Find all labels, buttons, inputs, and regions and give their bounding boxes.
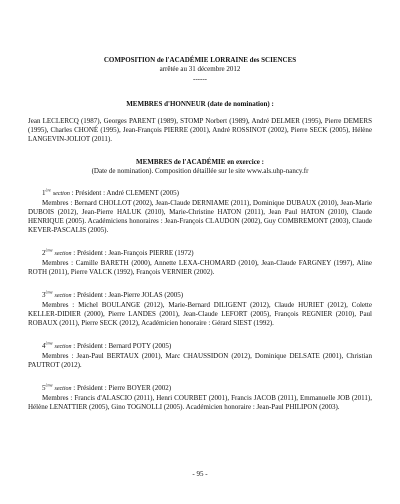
section-4-president-line (28, 342, 372, 352)
section-2-label: section (54, 251, 72, 257)
honorary-members-heading: MEMBRES d'HONNEUR (date de nomination) : (126, 100, 274, 108)
section-4-label: section (54, 344, 72, 350)
section-3-label: section (54, 293, 72, 299)
section-4-number: 4 (42, 342, 46, 350)
honorary-members-list: Jean LECLERCQ (1987), Georges PARENT (1989), STOMP Norbert (1989), André DELMER (1995), Pierre DEMERS (1995), Charles CHONÉ (1995), Jean-François PIERRE (2001), André ROSSINOT (2002), Pierre SECK (2005), Hélène LANGEVIN-JOLIOT (2011). (28, 117, 372, 143)
section-2-ordinal: ème (45, 247, 53, 253)
section-1-president-line (28, 189, 372, 199)
section-2-president: : Président : Jean-François PIERRE (1972) (71, 249, 194, 257)
section-1 (28, 189, 372, 235)
section-1-ordinal: ère (45, 187, 52, 193)
section-2 (28, 249, 372, 277)
active-members-heading: MEMBRES de l'ACADÉMIE en exercice : (136, 158, 264, 166)
section-5-president: : Président : Pierre BOYER (2002) (71, 384, 172, 392)
section-3-number: 3 (42, 291, 46, 299)
section-2-president-line (28, 249, 372, 259)
section-1-number: 1 (42, 189, 46, 197)
page-number: - 95 - (192, 470, 208, 478)
active-members-note: (Date de nomination). Composition détaillée sur le site www.als.uhp-nancy.fr (91, 167, 309, 175)
section-1-members: Membres : Bernard CHOLLOT (2002), Jean-Claude DERNIAME (2011), Dominique DUBAUX (2010), Jean-Marie DUBOIS (2012), Jean-Pierre HALUK (2010), Marie-Christine HATON (2011), Jean Paul HATON (2010), Claude HENRIQUE (2005). Académiciens honoraires : Jean-François CLAUDON (2002), Guy COMBREMONT (2003), Claude KEVER-PASCALIS (2005). (28, 199, 372, 234)
section-5 (28, 384, 372, 412)
section-5-number: 5 (42, 384, 46, 392)
section-3-president: : Président : Jean-Pierre JOLAS (2005) (71, 291, 184, 299)
section-3-members: Membres : Michel BOULANGE (2012), Marie-Bernard DILIGENT (2012), Claude HURIET (2012), Colette KELLER-DIDIER (2000), Pierre LANDES (2001), Jean-Claude LEFORT (2005), François REGNIER (2010), Paul ROBAUX (2011), Pierre SECK (2012), Académicien honoraire : Gérard SIEST (1992). (28, 301, 372, 327)
section-3-ordinal: ème (45, 289, 53, 295)
section-5-ordinal: ème (45, 382, 53, 388)
section-3 (28, 291, 372, 328)
section-4-ordinal: ème (45, 340, 53, 346)
section-3-president-line (28, 291, 372, 301)
section-4-president: : Président : Bernard POTY (2005) (71, 342, 172, 350)
section-4-members: Membres : Jean-Paul BERTAUX (2001), Marc CHAUSSIDON (2012), Dominique DELSATE (2001), Christian PAUTROT (2012). (28, 352, 372, 369)
document-title: COMPOSITION de l'ACADÉMIE LORRAINE des SCIENCES (103, 56, 297, 64)
section-1-label: section (52, 191, 70, 197)
section-5-president-line (28, 384, 372, 394)
section-2-members: Membres : Camille BARETH (2000), Annette LEXA-CHOMARD (2010), Jean-Claude FARGNEY (1997), Aline ROTH (2011), Pierre VALCK (1992), François VERNIER (2002). (28, 259, 372, 276)
section-2-number: 2 (42, 249, 46, 257)
section-5-members: Membres : Francis d'ALASCIO (2011), Henri COURBET (2001), Francis JACOB (2011), Emmanuelle JOB (2011), Hélène LENATTIER (2005), Gino TOGNOLLI (2005). Académicien honoraire : Jean-Paul PHILIPON (2003). (28, 394, 372, 411)
separator: ------ (193, 75, 207, 83)
section-1-president: : Président : André CLEMENT (2005) (69, 189, 179, 197)
document-subtitle: arrêtée au 31 décembre 2012 (159, 65, 241, 73)
section-5-label: section (54, 386, 72, 392)
section-4 (28, 342, 372, 370)
